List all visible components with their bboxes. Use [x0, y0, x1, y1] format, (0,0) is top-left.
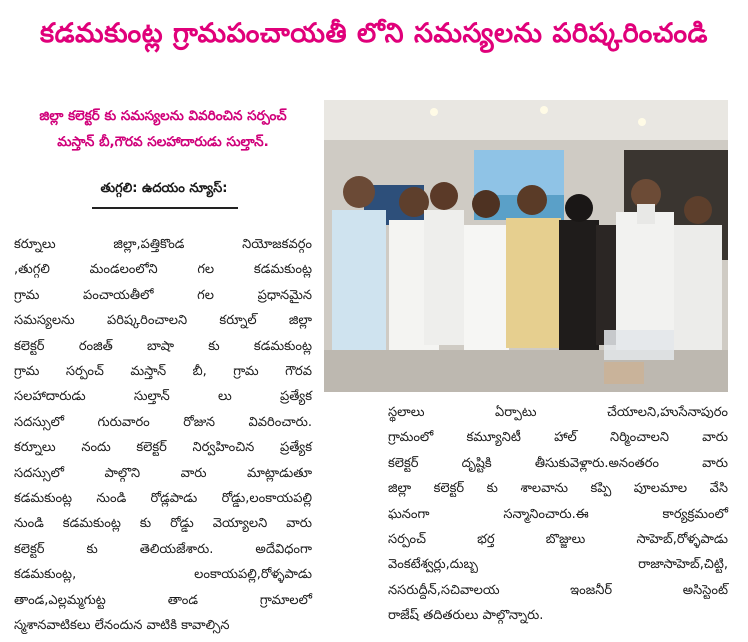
body-line: స్మశానవాటికలు లేనందున వాటికి కావాల్సిన [14, 618, 230, 634]
body-line: ,తుగ్గలి మండలంలోని గల కడమకుంట్ల [14, 262, 312, 278]
subheadline [14, 103, 312, 155]
subhead-line-2: మస్తాన్ బీ,గౌరవ సలహాదారుడు సుల్తాన్. [57, 134, 269, 150]
body-line: కర్నూలు జిల్లా,పత్తికొండ నియోజకవర్గం [14, 237, 312, 252]
dateline: తుగ్గలి: ఉదయం న్యూస్: [100, 181, 228, 196]
subhead-line-1: జిల్లా కలెక్టర్ కు సమస్యలను వివరించిన సర్పంచ్ [39, 108, 287, 124]
body-line: సదస్సులో గురువారం రోజున వివరించారు. [14, 414, 312, 430]
body-line: కలెక్టర్ రంజిత్ బాషా కు కడమకుంట్ల [14, 338, 312, 354]
headline: కడమకుంట్ల గ్రామపంచాయతీ లోని సమస్యలను పరిష్కరించండి [39, 18, 709, 49]
dateline-underline [92, 207, 238, 209]
body-line: కడమకుంట్ల, లంకాయపల్లి,రోళ్ళపాడు [14, 567, 312, 583]
body-line: నుండి కడమకుంట్ల కు రోడ్డు వెయ్యాలని వారు [14, 516, 312, 532]
photo-illustration [324, 100, 728, 392]
article-body-right [388, 400, 728, 629]
body-line: తాండ,ఎల్లమ్మగుట్ట తాండ గ్రామాలలో [14, 592, 312, 608]
body-line: గ్రామంలో కమ్యూనిటీ హాల్ నిర్మించాలని వారు [388, 430, 728, 446]
body-line: స్థలాలు ఏర్పాటు చేయాలని,హుసేనాపురం [388, 405, 728, 420]
body-line: సదస్సులో పాల్గొని వారు మాట్లాడుతూ [14, 465, 312, 481]
body-line: గ్రామ సర్పంచ్ మస్తాన్ బీ, గ్రామ గౌరవ [14, 364, 312, 380]
body-line: సలహాదారుడు సుల్తాన్ లు ప్రత్యేక [14, 389, 312, 405]
body-line: రాజేష్ తదితరులు పాల్గొన్నారు. [388, 608, 544, 624]
news-photo [324, 100, 728, 392]
article-body-left [14, 232, 312, 639]
body-line: కడమకుంట్ల నుండి రోడ్లపాడు రోడ్డు,లంకాయపల్లి [14, 491, 312, 507]
body-line: సర్పంచ్ భర్త బొజ్జులు సాహెబ్,రోళ్ళపాడు [388, 532, 728, 548]
body-line: వెంకటేశ్వర్లు,దుబ్బ రాజాసాహెబ్,చిట్టి, [388, 557, 728, 573]
body-line: కర్నూలు నందు కలెక్టర్ నిర్వహించిన ప్రత్యేక [14, 440, 312, 456]
body-line: నసరుద్దీన్,సచివాలయ ఇంజనీర్ అసిస్టెంట్ [388, 582, 728, 598]
body-line: కలెక్టర్ కు తెలియజేశారు. అదేవిధంగా [14, 541, 312, 557]
body-line: ఘనంగా సన్మానించారు.ఈ కార్యక్రమంలో [388, 506, 728, 522]
body-line: జిల్లా కలెక్టర్ కు శాలవాను కప్పి పూలమాల వేసి [388, 481, 728, 497]
body-line: సమస్యలను పరిష్కరించాలని కర్నూల్ జిల్లా [14, 313, 312, 329]
body-line: కలెక్టర్ దృష్టికి తీసుకువెళ్లారు.అనంతరం వారు [388, 455, 728, 471]
body-line: గ్రామ పంచాయతీలో గల ప్రధానమైన [14, 287, 312, 303]
